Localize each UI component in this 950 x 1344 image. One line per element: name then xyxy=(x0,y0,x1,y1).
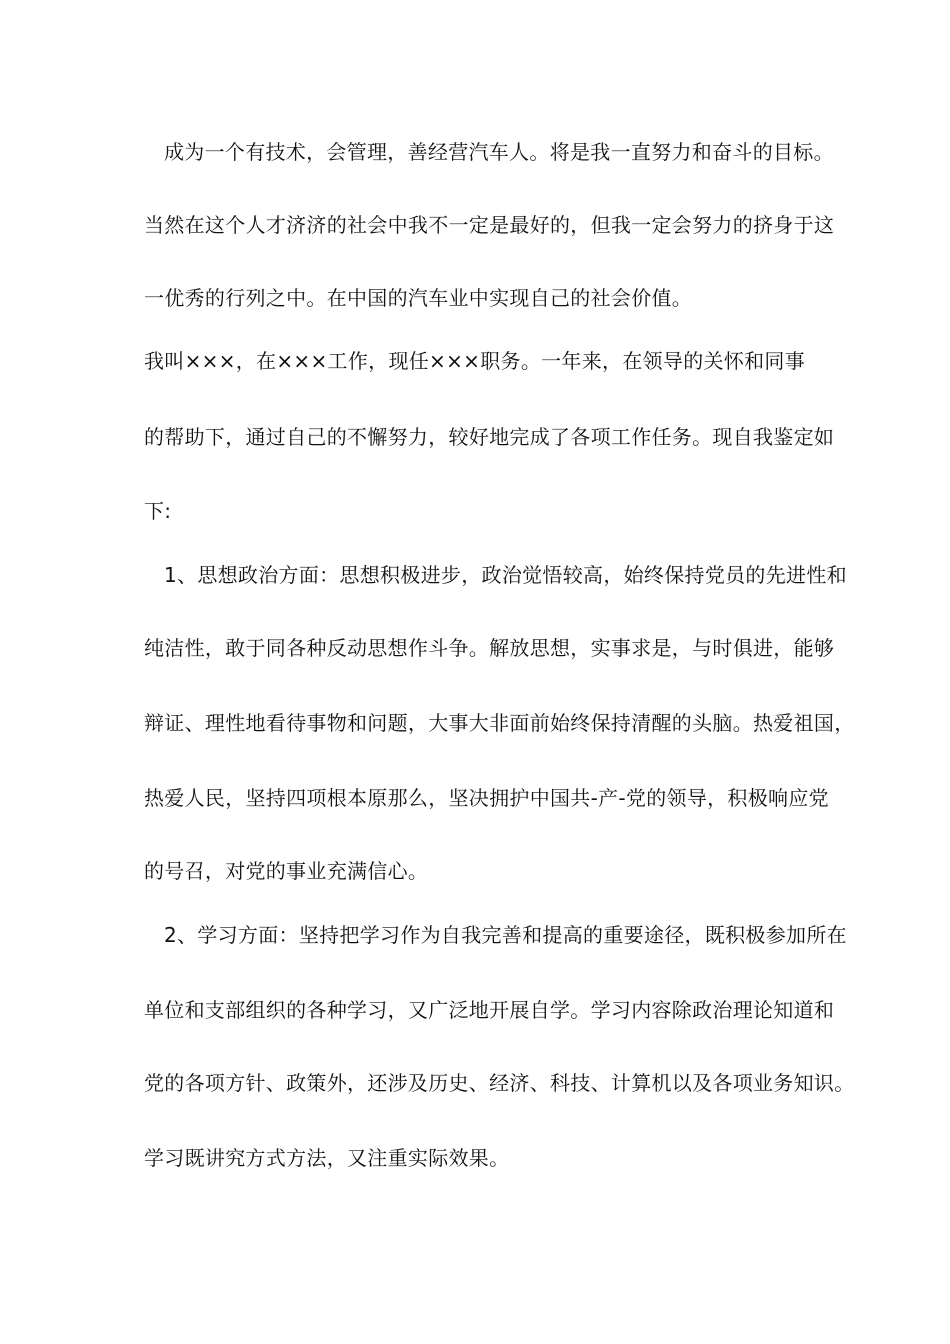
text-line: 成为一个有技术，会管理，善经营汽车人。将是我一直努力和奋斗的目标。 xyxy=(164,140,834,164)
text-line: 一优秀的行列之中。在中国的汽车业中实现自己的社会价值。 xyxy=(144,286,693,310)
text-line: 的号召，对党的事业充满信心。 xyxy=(144,859,429,883)
text-line: 的帮助下，通过自己的不懈努力，较好地完成了各项工作任务。现自我鉴定如 xyxy=(144,425,835,449)
text-line: 党的各项方针、政策外，还涉及历史、经济、科技、计算机以及各项业务知识。 xyxy=(144,1071,855,1095)
text-line: 纯洁性，敢于同各种反动思想作斗争。解放思想，实事求是，与时俱进，能够 xyxy=(144,636,835,660)
text-line: 1、思想政治方面：思想积极进步，政治觉悟较高，始终保持党员的先进性和 xyxy=(164,563,847,587)
text-line: 单位和支部组织的各种学习，又广泛地开展自学。学习内容除政治理论知道和 xyxy=(144,998,835,1022)
text-line: 学习既讲究方式方法，又注重实际效果。 xyxy=(144,1146,510,1170)
text-line: 2、学习方面：坚持把学习作为自我完善和提高的重要途径，既积极参加所在 xyxy=(164,923,847,947)
text-line: 热爱人民，坚持四项根本原那么，坚决拥护中国共-产-党的领导，积极响应党 xyxy=(144,786,829,810)
text-line: 辩证、理性地看待事物和问题，大事大非面前始终保持清醒的头脑。热爱祖国， xyxy=(144,711,855,735)
text-line: 下: xyxy=(144,499,172,523)
text-line: 我叫×××，在×××工作，现任×××职务。一年来，在领导的关怀和同事 xyxy=(144,349,806,373)
text-line: 当然在这个人才济济的社会中我不一定是最好的，但我一定会努力的挤身于这 xyxy=(144,213,835,237)
